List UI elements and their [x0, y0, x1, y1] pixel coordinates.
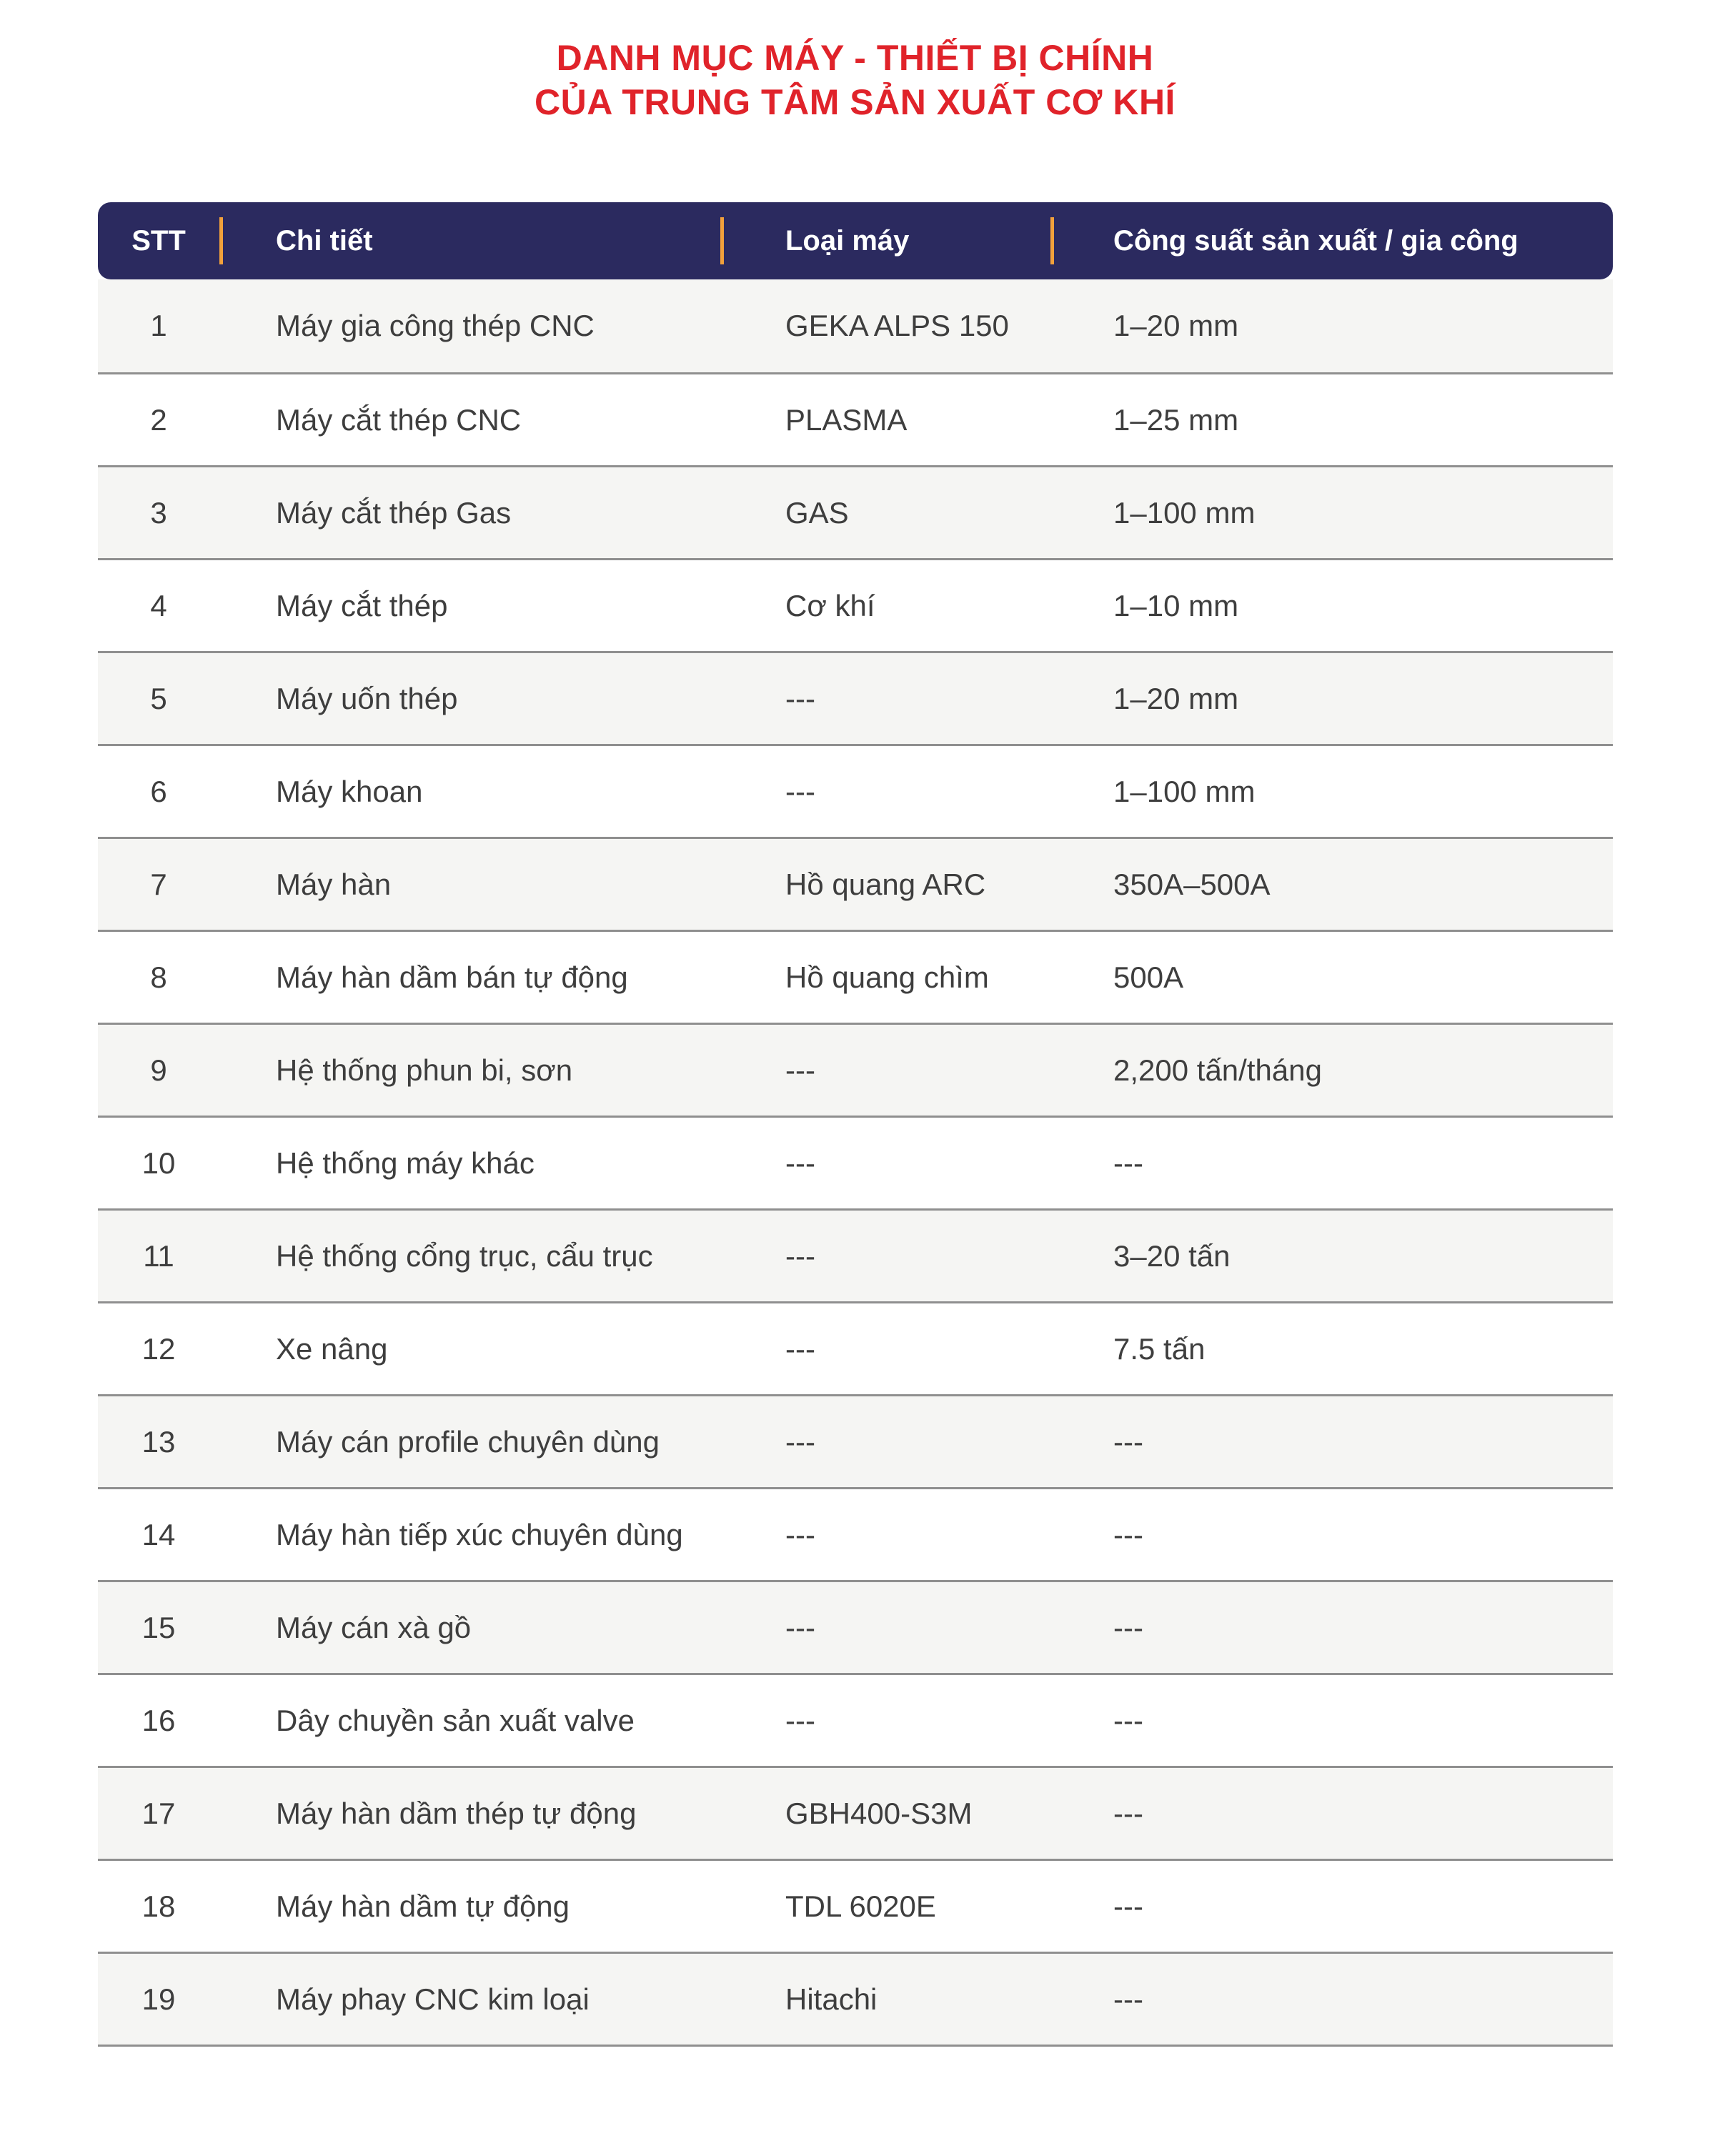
cell-chi-tiet: Hệ thống máy khác: [276, 1146, 535, 1180]
cell-stt: 14: [141, 1517, 176, 1551]
cell-stt: 17: [141, 1796, 176, 1830]
table-row: [98, 465, 1613, 558]
cell-chi-tiet: Máy uốn thép: [276, 681, 458, 715]
header-divider-icon: [720, 217, 724, 264]
cell-chi-tiet: Máy cán xà gồ: [276, 1610, 472, 1644]
cell-loai-may: ---: [785, 1703, 815, 1737]
cell-loai-may: Cơ khí: [785, 588, 875, 622]
cell-cong-suat: 1–25 mm: [1113, 402, 1239, 437]
header-divider-icon: [1050, 217, 1054, 264]
cell-cong-suat: 2,200 tấn/tháng: [1113, 1053, 1322, 1087]
cell-cong-suat: 7.5 tấn: [1113, 1331, 1206, 1366]
cell-loai-may: Hồ quang ARC: [785, 867, 986, 901]
cell-cong-suat: ---: [1113, 1703, 1143, 1737]
cell-loai-may: ---: [785, 1610, 815, 1644]
cell-cong-suat: 1–20 mm: [1113, 681, 1239, 715]
cell-loai-may: ---: [785, 774, 815, 808]
cell-chi-tiet: Máy hàn dầm bán tự động: [276, 960, 628, 994]
cell-chi-tiet: Hệ thống cổng trục, cẩu trục: [276, 1238, 653, 1273]
cell-cong-suat: ---: [1113, 1517, 1143, 1551]
cell-stt: 6: [150, 774, 167, 808]
column-header-chi-tiet: Chi tiết: [276, 224, 373, 257]
cell-stt: 11: [143, 1238, 174, 1273]
cell-stt: 3: [150, 495, 167, 530]
cell-loai-may: GAS: [785, 495, 849, 530]
column-header-stt: STT: [131, 224, 186, 257]
page-title-line-2: CỦA TRUNG TÂM SẢN XUẤT CƠ KHÍ: [535, 82, 1175, 122]
cell-chi-tiet: Hệ thống phun bi, sơn: [276, 1053, 573, 1087]
cell-cong-suat: 1–10 mm: [1113, 588, 1239, 622]
cell-stt: 7: [150, 867, 167, 901]
table-header-row: [98, 202, 1613, 279]
table-row: [98, 744, 1613, 837]
table-row: [98, 1580, 1613, 1673]
cell-loai-may: ---: [785, 1424, 815, 1459]
table-row: [98, 1208, 1613, 1301]
cell-cong-suat: 1–20 mm: [1113, 309, 1239, 342]
cell-stt: 9: [150, 1053, 167, 1087]
cell-cong-suat: 3–20 tấn: [1113, 1238, 1231, 1273]
cell-loai-may: ---: [785, 1238, 815, 1273]
cell-chi-tiet: Máy gia công thép CNC: [276, 309, 595, 342]
cell-chi-tiet: Máy khoan: [276, 774, 423, 808]
table-row: [98, 1301, 1613, 1394]
cell-cong-suat: ---: [1113, 1796, 1143, 1830]
cell-loai-may: ---: [785, 681, 815, 715]
cell-loai-may: GEKA ALPS 150: [785, 309, 1009, 342]
column-header-loai-may: Loại máy: [785, 224, 910, 257]
table-row: [98, 930, 1613, 1023]
cell-loai-may: ---: [785, 1053, 815, 1087]
page-title-line-1: DANH MỤC MÁY - THIẾT BỊ CHÍNH: [556, 38, 1154, 78]
cell-cong-suat: 350A–500A: [1113, 867, 1271, 901]
cell-chi-tiet: Xe nâng: [276, 1331, 388, 1366]
machine-table: [98, 202, 1613, 2047]
header-divider-icon: [219, 217, 223, 264]
cell-loai-may: GBH400-S3M: [785, 1796, 973, 1830]
cell-stt: 12: [141, 1331, 176, 1366]
cell-stt: 18: [141, 1889, 176, 1923]
cell-chi-tiet: Dây chuyền sản xuất valve: [276, 1703, 635, 1737]
table-row: [98, 372, 1613, 465]
table-row: [98, 1023, 1613, 1116]
cell-chi-tiet: Máy hàn tiếp xúc chuyên dùng: [276, 1517, 683, 1551]
cell-chi-tiet: Máy cắt thép: [276, 588, 448, 622]
cell-loai-may: ---: [785, 1331, 815, 1366]
cell-loai-may: Hồ quang chìm: [785, 960, 989, 994]
cell-loai-may: ---: [785, 1517, 815, 1551]
table-row: [98, 1487, 1613, 1580]
cell-cong-suat: 500A: [1113, 960, 1184, 994]
cell-stt: 16: [141, 1703, 176, 1737]
cell-chi-tiet: Máy hàn: [276, 867, 392, 901]
cell-stt: 10: [141, 1146, 176, 1180]
table-row: [98, 279, 1613, 372]
page-title: [0, 36, 1710, 124]
cell-loai-may: PLASMA: [785, 402, 908, 437]
cell-cong-suat: ---: [1113, 1146, 1143, 1180]
cell-cong-suat: 1–100 mm: [1113, 495, 1256, 530]
cell-stt: 2: [150, 402, 167, 437]
cell-loai-may: Hitachi: [785, 1982, 878, 2016]
cell-stt: 8: [150, 960, 167, 994]
cell-cong-suat: ---: [1113, 1610, 1143, 1644]
cell-chi-tiet: Máy cắt thép CNC: [276, 402, 522, 437]
cell-stt: 13: [141, 1424, 176, 1459]
cell-cong-suat: ---: [1113, 1982, 1143, 2016]
cell-chi-tiet: Máy phay CNC kim loại: [276, 1982, 590, 2016]
column-header-cong-suat: Công suất sản xuất / gia công: [1113, 224, 1518, 257]
cell-cong-suat: 1–100 mm: [1113, 774, 1256, 808]
table-row: [98, 1394, 1613, 1487]
cell-cong-suat: ---: [1113, 1889, 1143, 1923]
cell-chi-tiet: Máy hàn dầm thép tự động: [276, 1796, 637, 1830]
table-row: [98, 558, 1613, 651]
cell-chi-tiet: Máy cắt thép Gas: [276, 495, 512, 530]
table-row: [98, 1766, 1613, 1859]
cell-cong-suat: ---: [1113, 1424, 1143, 1459]
table-row: [98, 1952, 1613, 2045]
cell-stt: 5: [150, 681, 167, 715]
cell-loai-may: ---: [785, 1146, 815, 1180]
table-row: [98, 1859, 1613, 1952]
table-row: [98, 1116, 1613, 1208]
cell-chi-tiet: Máy cán profile chuyên dùng: [276, 1424, 660, 1459]
table-body: [98, 279, 1613, 2047]
cell-chi-tiet: Máy hàn dầm tự động: [276, 1889, 570, 1923]
cell-loai-may: TDL 6020E: [785, 1889, 936, 1923]
table-row: [98, 837, 1613, 930]
cell-stt: 1: [150, 309, 167, 342]
cell-stt: 19: [141, 1982, 176, 2016]
table-row: [98, 651, 1613, 744]
cell-stt: 15: [141, 1610, 176, 1644]
cell-stt: 4: [150, 588, 167, 622]
table-row: [98, 1673, 1613, 1766]
